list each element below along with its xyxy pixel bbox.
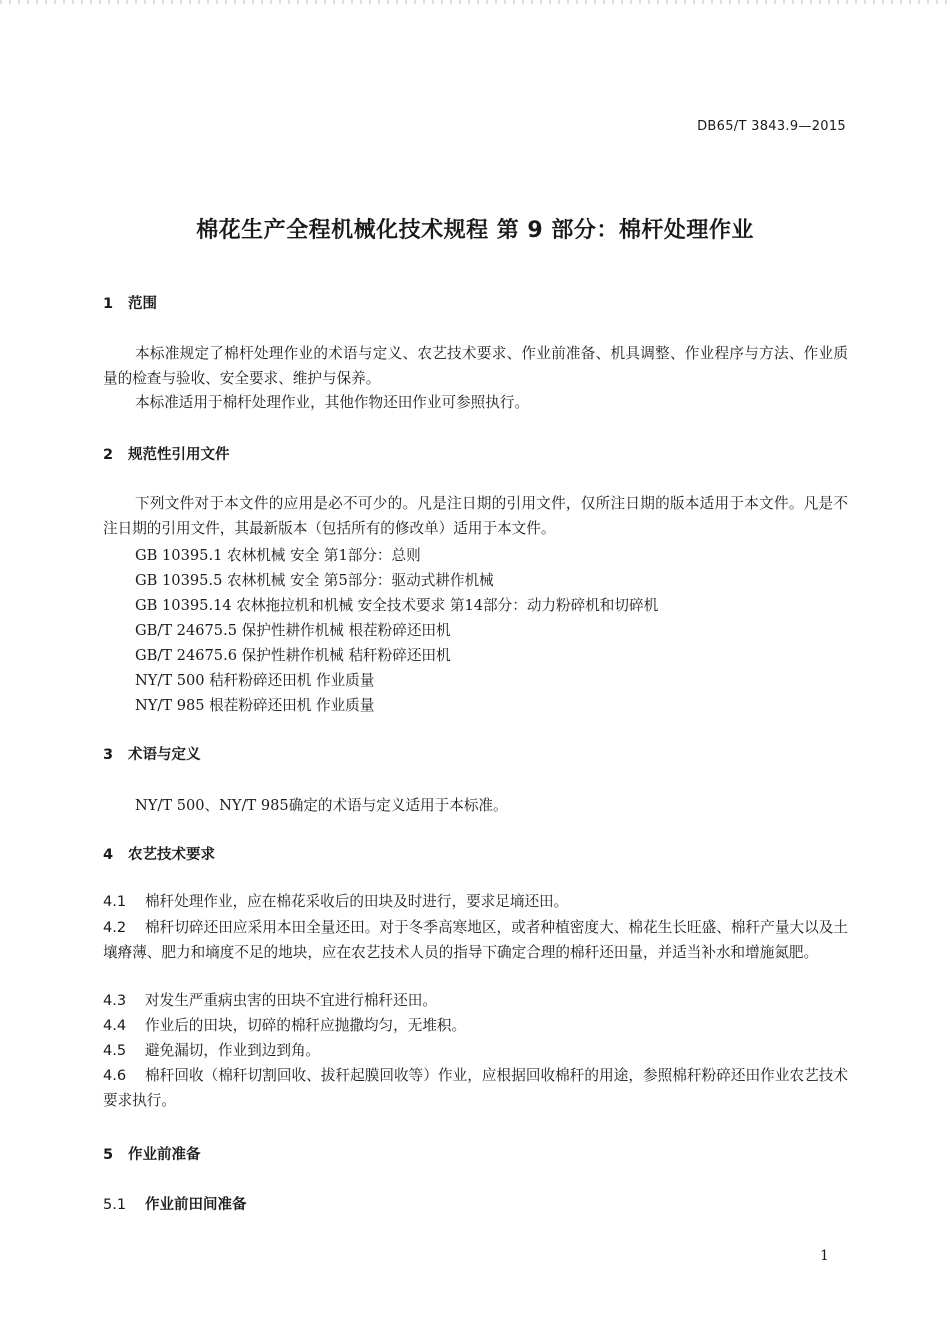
reference-item: GB/T 24675.6 保护性耕作机械 秸秆粉碎还田机: [135, 647, 451, 664]
clause-number: 4.4: [103, 1017, 127, 1034]
section-title: 范围: [128, 296, 157, 312]
paragraph: 本标准适用于棉杆处理作业，其他作物还田作业可参照执行。: [135, 394, 530, 411]
reference-item: GB 10395.1 农林机械 安全 第1部分：总则: [135, 547, 421, 564]
section-number: 1: [103, 296, 114, 312]
page-number: 1: [820, 1248, 829, 1264]
scan-edge-noise: [0, 0, 950, 4]
subsection-title: 作业前田间准备: [145, 1197, 247, 1213]
clause-4-1: [103, 890, 848, 915]
clause-number: 4.2: [103, 919, 127, 936]
section-number: 4: [103, 847, 114, 863]
paragraph: NY/T 500、NY/T 985确定的术语与定义适用于本标准。: [135, 797, 508, 814]
paragraph: 本标准规定了棉杆处理作业的术语与定义、农艺技术要求、作业前准备、机具调整、作业程序与方法、作业质量的检查与验收、安全要求、维护与保养。: [103, 345, 848, 387]
reference-item: GB 10395.5 农林机械 安全 第5部分：驱动式耕作机械: [135, 572, 494, 589]
section-heading-2: [103, 443, 230, 464]
section-number: 5: [103, 1147, 114, 1163]
clause-text: 对发生严重病虫害的田块不宜进行棉秆还田。: [145, 992, 437, 1009]
reference-item: GB/T 24675.5 保护性耕作机械 根茬粉碎还田机: [135, 622, 451, 639]
clause-number: 4.3: [103, 992, 127, 1009]
clause-text: 避免漏切，作业到边到角。: [145, 1042, 321, 1059]
clause-text: 作业后的田块，切碎的棉秆应抛撒均匀，无堆积。: [145, 1017, 467, 1034]
clause-number: 4.1: [103, 893, 127, 910]
clause-4-3: [103, 989, 848, 1014]
reference-item: NY/T 985 根茬粉碎还田机 作业质量: [135, 697, 375, 714]
clause-4-6: [103, 1064, 848, 1113]
section-heading-4: [103, 843, 215, 864]
section-title: 规范性引用文件: [128, 447, 230, 463]
clause-number: 4.5: [103, 1042, 127, 1059]
reference-item: GB 10395.14 农林拖拉机和机械 安全技术要求 第14部分：动力粉碎机和切碎机: [135, 597, 659, 614]
document-code: DB65/T 3843.9—2015: [697, 119, 846, 134]
clause-text: 棉秆切碎还田应采用本田全量还田。对于冬季高寒地区，或者种植密度大、棉花生长旺盛、棉秆产量大以及土壤瘠薄、肥力和墒度不足的地块，应在农艺技术人员的指导下确定合理的棉秆还田量，并适当补水和增施氮肥。: [103, 919, 848, 961]
section-title: 术语与定义: [128, 747, 201, 763]
clause-number: 4.6: [103, 1067, 127, 1084]
subsection-number: 5.1: [103, 1197, 127, 1213]
section-heading-1: [103, 292, 157, 313]
subsection-heading-5-1: [103, 1193, 247, 1214]
paragraph: 下列文件对于本文件的应用是必不可少的。凡是注日期的引用文件，仅所注日期的版本适用于本文件。凡是不注日期的引用文件，其最新版本（包括所有的修改单）适用于本文件。: [103, 495, 848, 537]
section-number: 3: [103, 747, 114, 763]
clause-text: 棉秆处理作业，应在棉花采收后的田块及时进行，要求足墒还田。: [145, 893, 569, 910]
reference-item: NY/T 500 秸秆粉碎还田机 作业质量: [135, 672, 375, 689]
section-title: 农艺技术要求: [128, 847, 215, 863]
clause-text: 棉秆回收（棉秆切割回收、拔秆起膜回收等）作业，应根据回收棉秆的用途，参照棉秆粉碎还田作业农艺技术要求执行。: [103, 1067, 848, 1109]
section-title: 作业前准备: [128, 1147, 201, 1163]
clause-4-2: [103, 916, 848, 965]
clause-4-5: [103, 1039, 848, 1064]
document-title: 棉花生产全程机械化技术规程 第 9 部分：棉杆处理作业: [196, 218, 754, 243]
section-number: 2: [103, 447, 114, 463]
clause-4-4: [103, 1014, 848, 1039]
section-heading-5: [103, 1143, 201, 1164]
section-heading-3: [103, 743, 201, 764]
